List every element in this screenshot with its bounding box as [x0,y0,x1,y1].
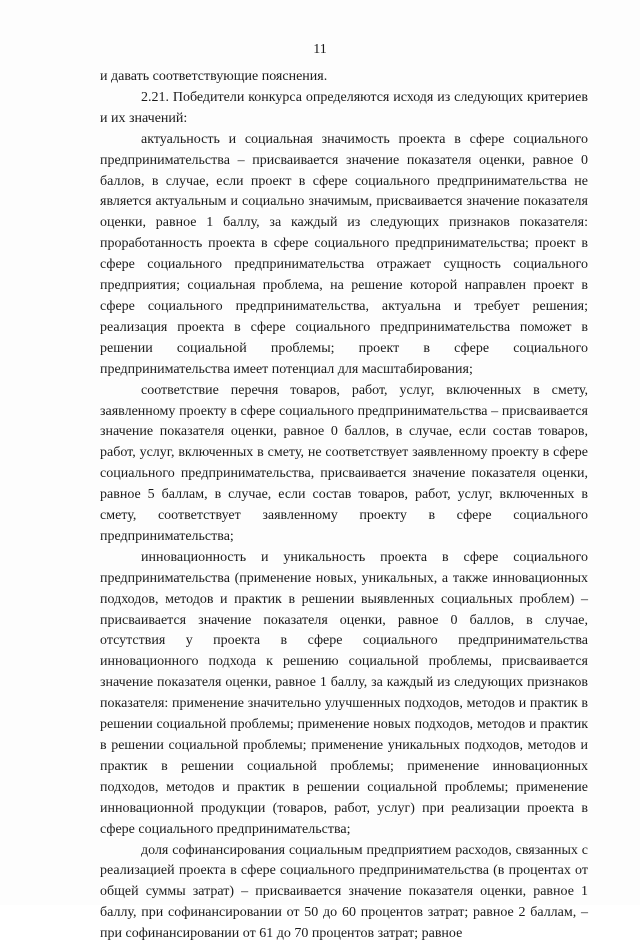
paragraph-clause-2-21: 2.21. Победители конкурса определяются исходя из следующих критериев и их значений: [100,89,588,126]
page-number: 11 [313,42,327,57]
paragraph-criterion-cofinancing: доля софинансирования социальным предприятием расходов, связанных с реализацией проекта в сфере социального предпринимательства (в процентах от общей суммы затрат) – присваивается значение показателя оценки, равное 1 баллу, при софинансировании от 50 до 60 процентов затрат; равное 2 баллам, – при софинансировании от 61 до 70 процентов затрат; равное [100,842,588,942]
paragraph-criterion-relevance: актуальность и социальная значимость проекта в сфере социального предпринимательства – присваивается значение показателя оценки, равное 0 баллов, в случае, если проект в сфере социального предпринимательства не является актуальным и социально значимым, присваивается значение показателя оценки, равное 1 баллу, за каждый из следующих признаков показателя: проработанность проекта в сфере социального предпринимательства; проект в сфере социального предпринимательства отражает сущность социального предприятия; социальная проблема, на решение которой направлен проект в сфере социального предпринимательства, актуальна и требует решения; реализация проекта в сфере социального предпринимательства поможет в решении социальной проблемы; проект в сфере социального предпринимательства имеет потенциал для масштабирования; [100,131,588,377]
document-body [100,67,588,945]
paragraph-continuation: и давать соответствующие пояснения. [100,69,328,84]
paragraph-criterion-innovation: инновационность и уникальность проекта в сфере социального предпринимательства (применение новых, уникальных, а также инновационных подходов, методов и практик в решении выявленных социальных проблем) – присваивается значение показателя оценки, равное 0 баллов, в случае, отсутствия у проекта в сфере социального предпринимательства инновационного подхода к решению социальной проблемы, присваивается значение показателя оценки, равное 1 баллу, за каждый из следующих признаков показателя: применение значительно улучшенных подходов, методов и практик в решении социальной проблемы; применение новых подходов, методов и практик в решении социальной проблемы; применение уникальных подходов, методов и практик в решении социальной проблемы; применение инновационных подходов, методов и практик в решении социальной проблемы; применение инновационной продукции (товаров, работ, услуг) при реализации проекта в сфере социального предпринимательства; [100,549,588,837]
paragraph-criterion-estimate: соответствие перечня товаров, работ, услуг, включенных в смету, заявленному проекту в сфере социального предпринимательства – присваивается значение показателя оценки, равное 0 баллов, в случае, если состав товаров, работ, услуг, включенных в смету, не соответствует заявленному проекту в сфере социального предпринимательства, присваивается значение показателя оценки, равное 5 баллам, в случае, если состав товаров, работ, услуг, включенных в смету, соответствует заявленному проекту в сфере социального предпринимательства; [100,382,588,544]
